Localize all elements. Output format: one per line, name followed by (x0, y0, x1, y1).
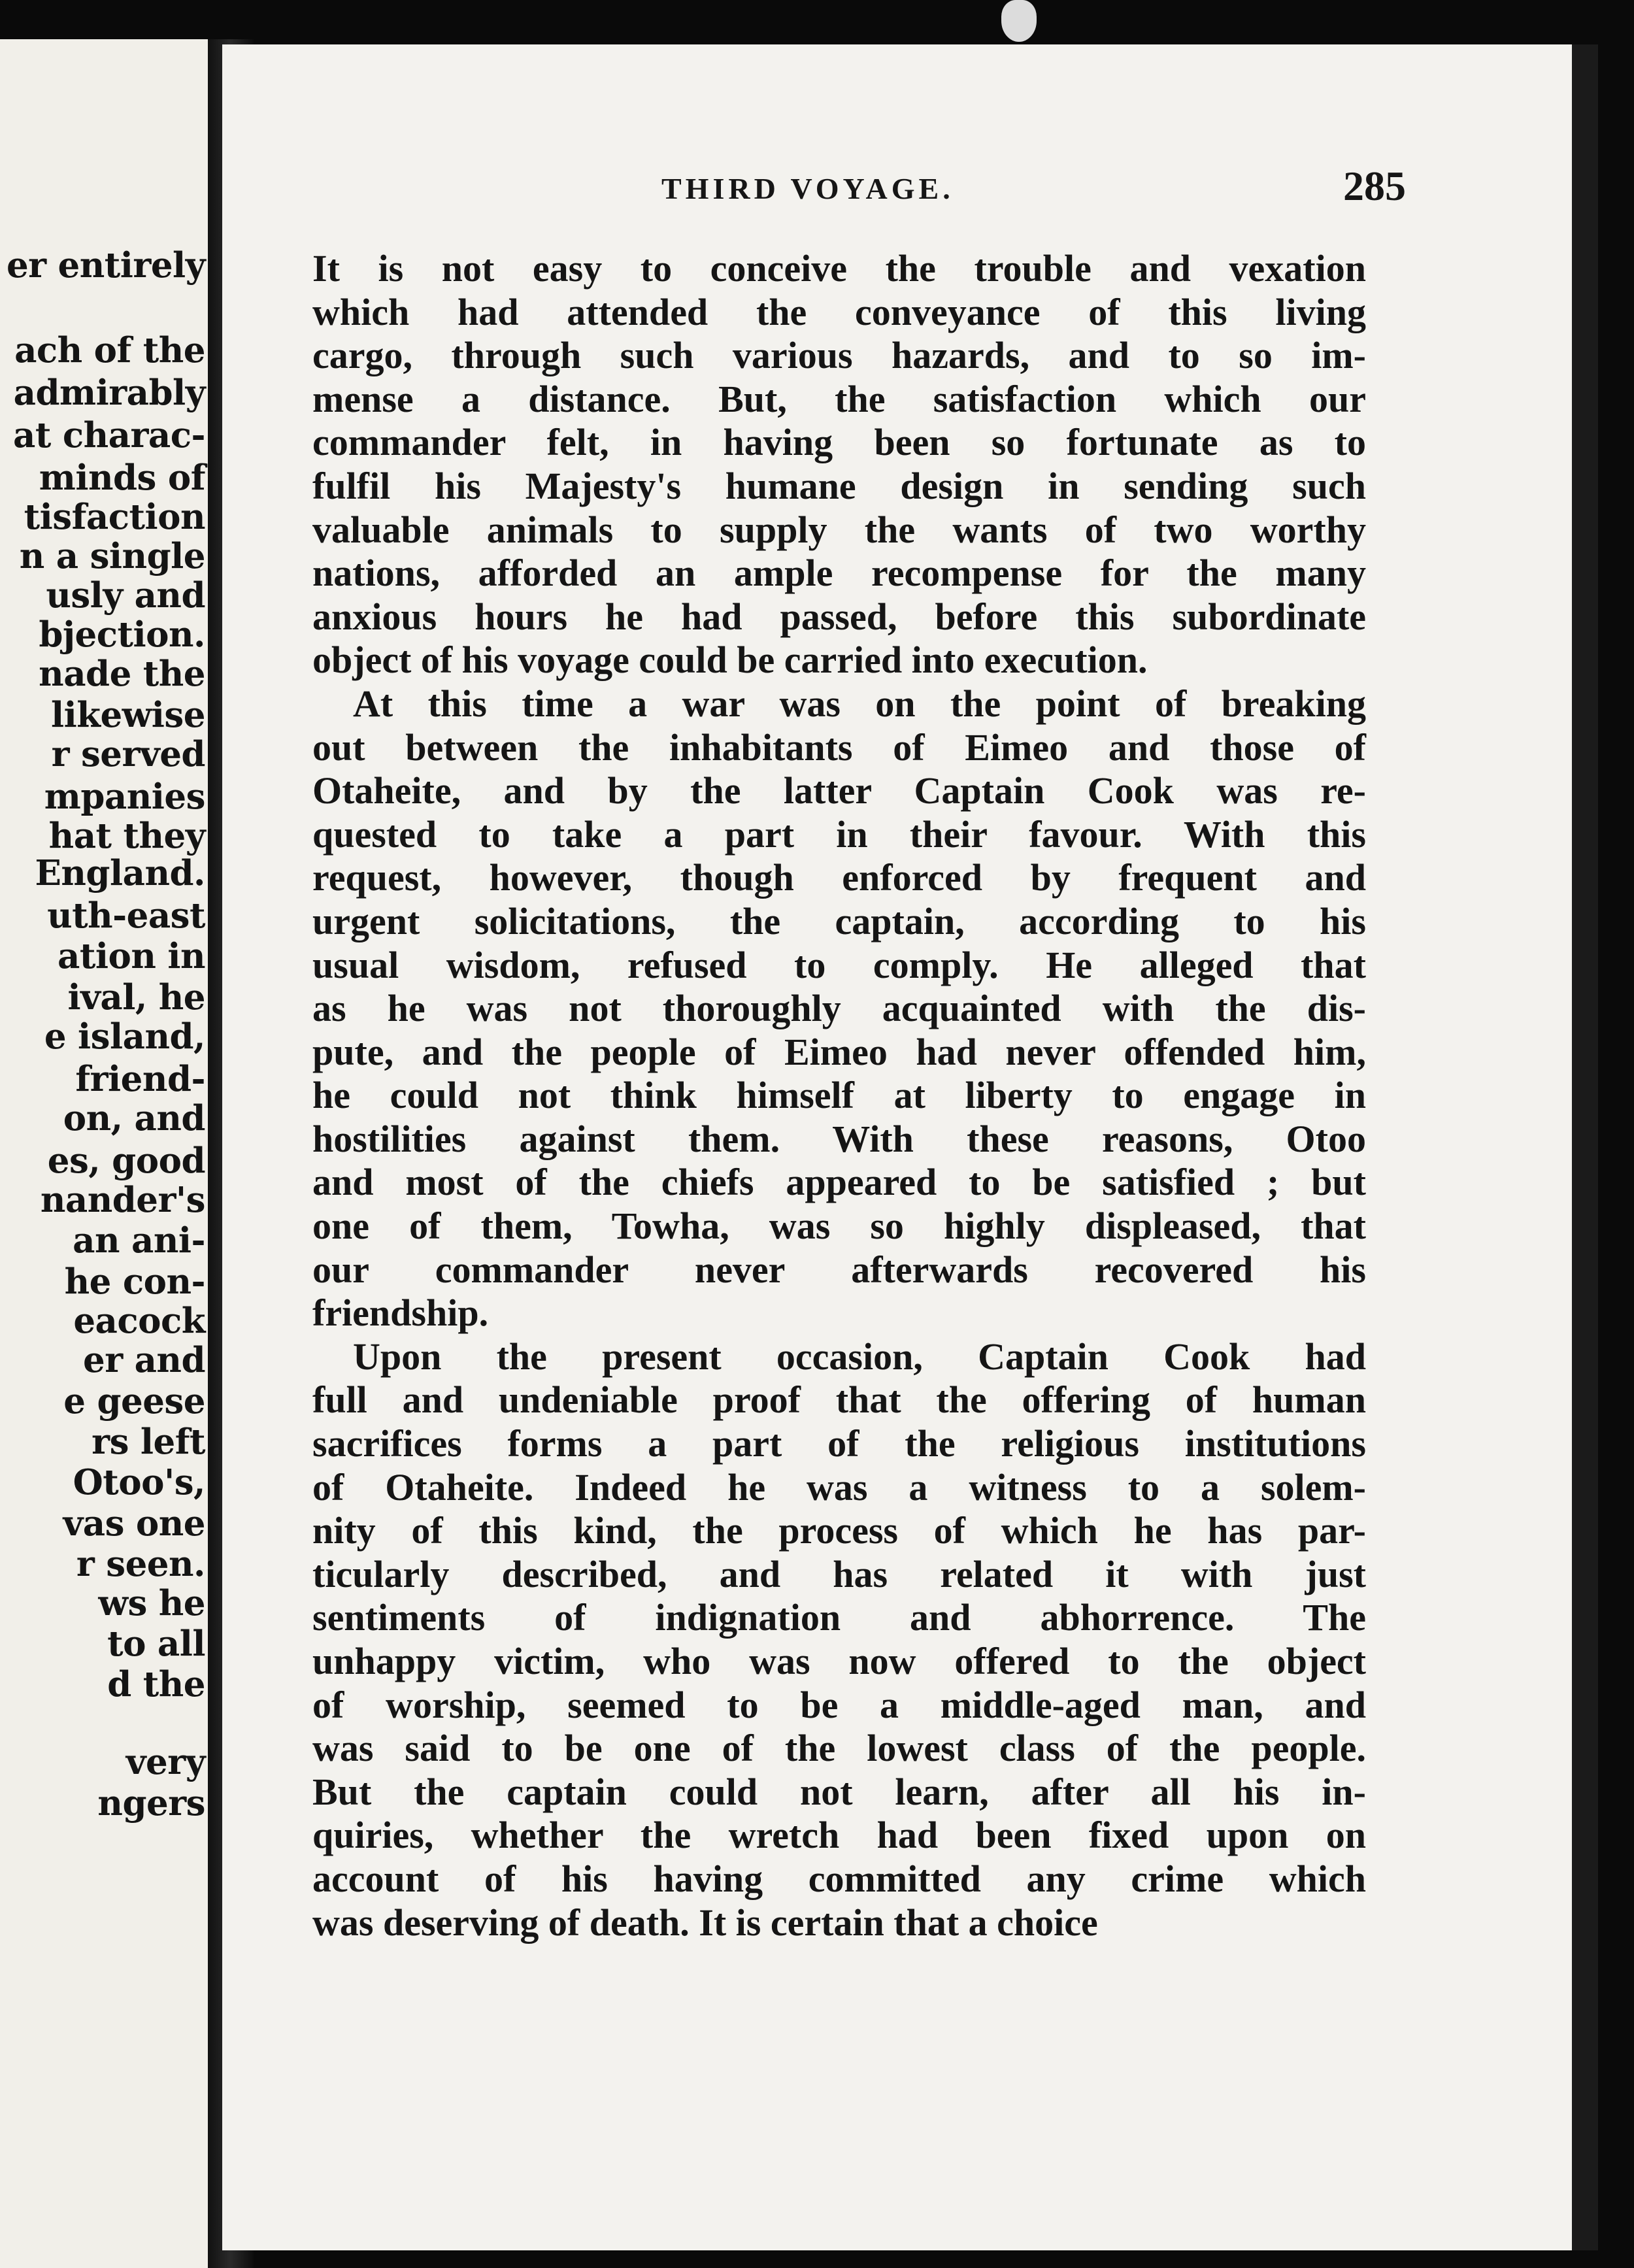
previous-page-line: at charac- (13, 415, 205, 456)
text-line: account of his having committed any crime which (312, 1857, 1366, 1900)
text-line: friendship. (312, 1292, 489, 1335)
previous-page-line: ngers (97, 1783, 205, 1824)
text-line: of Otaheite. Indeed he was a witness to a solem- (312, 1465, 1366, 1509)
previous-page-line: uth-east (47, 895, 205, 936)
text-line: hostilities against them. With these reasons, Otoo (312, 1117, 1366, 1160)
text-line: commander felt, in having been so fortunate as to (312, 421, 1366, 464)
text-line: of worship, seemed to be a middle-aged man, and (312, 1683, 1366, 1726)
previous-page-line: ival, he (67, 977, 205, 1018)
text-line: pute, and the people of Eimeo had never offended him, (312, 1030, 1366, 1073)
text-line: ticularly described, and has related it with just (312, 1552, 1366, 1595)
text-line: one of them, Towha, was so highly displeased, that (312, 1205, 1366, 1248)
previous-page-line: eacock (73, 1301, 205, 1341)
paper-speck (1001, 0, 1037, 42)
previous-page-line: nade the (39, 654, 205, 694)
previous-page-line: minds of (39, 458, 205, 498)
text-line: sacrifices forms a part of the religious institutions (312, 1422, 1366, 1465)
text-line: usual wisdom, refused to comply. He alleged that (312, 943, 1366, 986)
previous-page-line: er entirely (6, 245, 205, 286)
previous-page-line: tisfaction (24, 497, 205, 537)
text-line: nations, afforded an ample recompense for the many (312, 552, 1366, 595)
paragraph (312, 682, 1366, 1335)
text-line: which had attended the conveyance of this living (312, 290, 1366, 333)
previous-page-line: ach of the (14, 330, 205, 371)
previous-page-line: very (125, 1742, 205, 1782)
previous-page-line: d the (107, 1664, 205, 1705)
text-line: nity of this kind, the process of which he has par- (312, 1509, 1366, 1552)
previous-page-line: ation in (58, 936, 205, 976)
text-line: as he was not thoroughly acquainted with the dis- (312, 987, 1366, 1030)
text-line: object of his voyage could be carried into execution. (312, 639, 1148, 682)
text-line: sentiments of indignation and abhorrence. The (312, 1596, 1366, 1639)
text-line: and most of the chiefs appeared to be satisfied ; but (312, 1161, 1366, 1204)
previous-page-line: bjection. (39, 614, 205, 655)
text-line: valuable animals to supply the wants of two worthy (312, 508, 1366, 551)
previous-page-line: es, good (47, 1141, 205, 1181)
page-number: 285 (1343, 163, 1406, 209)
previous-page-line: on, and (63, 1098, 205, 1139)
previous-page-line: r seen. (76, 1544, 205, 1584)
text-line: anxious hours he had passed, before this subordinate (312, 595, 1366, 638)
text-line: mense a distance. But, the satisfaction which our (312, 377, 1366, 420)
text-line: urgent solicitations, the captain, according to his (312, 899, 1366, 942)
paragraph (312, 1335, 1366, 1944)
text-line: out between the inhabitants of Eimeo and those of (312, 725, 1366, 769)
previous-page-line: e island, (44, 1016, 205, 1057)
previous-page-line: hat they (48, 816, 205, 856)
previous-page-line: he con- (64, 1261, 205, 1302)
previous-page-line: friend- (75, 1059, 205, 1099)
previous-page-line: England. (35, 853, 205, 893)
previous-page-line: e geese (63, 1381, 205, 1422)
previous-page-line: r served (51, 734, 205, 775)
previous-page-line: an ani- (73, 1220, 205, 1261)
paragraph (312, 247, 1366, 682)
text-line: was deserving of death. It is certain that a choice (312, 1901, 1098, 1944)
text-line: Upon the present occasion, Captain Cook had (353, 1335, 1366, 1378)
text-line: unhappy victim, who was now offered to the object (312, 1640, 1366, 1682)
text-line: request, however, though enforced by frequent and (312, 856, 1366, 899)
text-line: But the captain could not learn, after all his in- (312, 1770, 1366, 1813)
previous-page-line: to all (107, 1624, 205, 1664)
text-line: Otaheite, and by the latter Captain Cook was re- (312, 769, 1366, 812)
previous-page-line: rs left (92, 1422, 205, 1462)
previous-page-line: nander's (40, 1180, 205, 1220)
body-text (312, 247, 1366, 1944)
running-head: THIRD VOYAGE. (661, 172, 954, 205)
previous-page-line: admirably (13, 373, 205, 413)
text-line: It is not easy to conceive the trouble and vexation (312, 247, 1366, 290)
previous-page-line: usly and (46, 575, 205, 616)
text-line: full and undeniable proof that the offering of human (312, 1378, 1366, 1422)
previous-page-line: ws he (98, 1583, 205, 1624)
previous-page-line: er and (82, 1340, 205, 1380)
page-edge (1572, 44, 1598, 2250)
previous-page-line: n a single (19, 536, 205, 576)
text-line: cargo, through such various hazards, and to so im- (312, 334, 1366, 377)
text-line: he could not think himself at liberty to engage in (312, 1074, 1366, 1117)
previous-page-line: vas one (63, 1503, 205, 1544)
text-line: was said to be one of the lowest class of the people. (312, 1727, 1366, 1770)
previous-page (0, 39, 208, 2268)
text-line: fulfil his Majesty's humane design in sending such (312, 464, 1366, 507)
text-line: our commander never afterwards recovered his (312, 1248, 1366, 1291)
previous-page-line: mpanies (44, 776, 205, 817)
previous-page-line: likewise (50, 695, 205, 735)
text-line: At this time a war was on the point of breaking (353, 682, 1366, 725)
text-line: quested to take a part in their favour. With this (312, 812, 1366, 856)
text-line: quiries, whether the wretch had been fixed upon on (312, 1814, 1366, 1857)
previous-page-line: Otoo's, (73, 1462, 205, 1503)
